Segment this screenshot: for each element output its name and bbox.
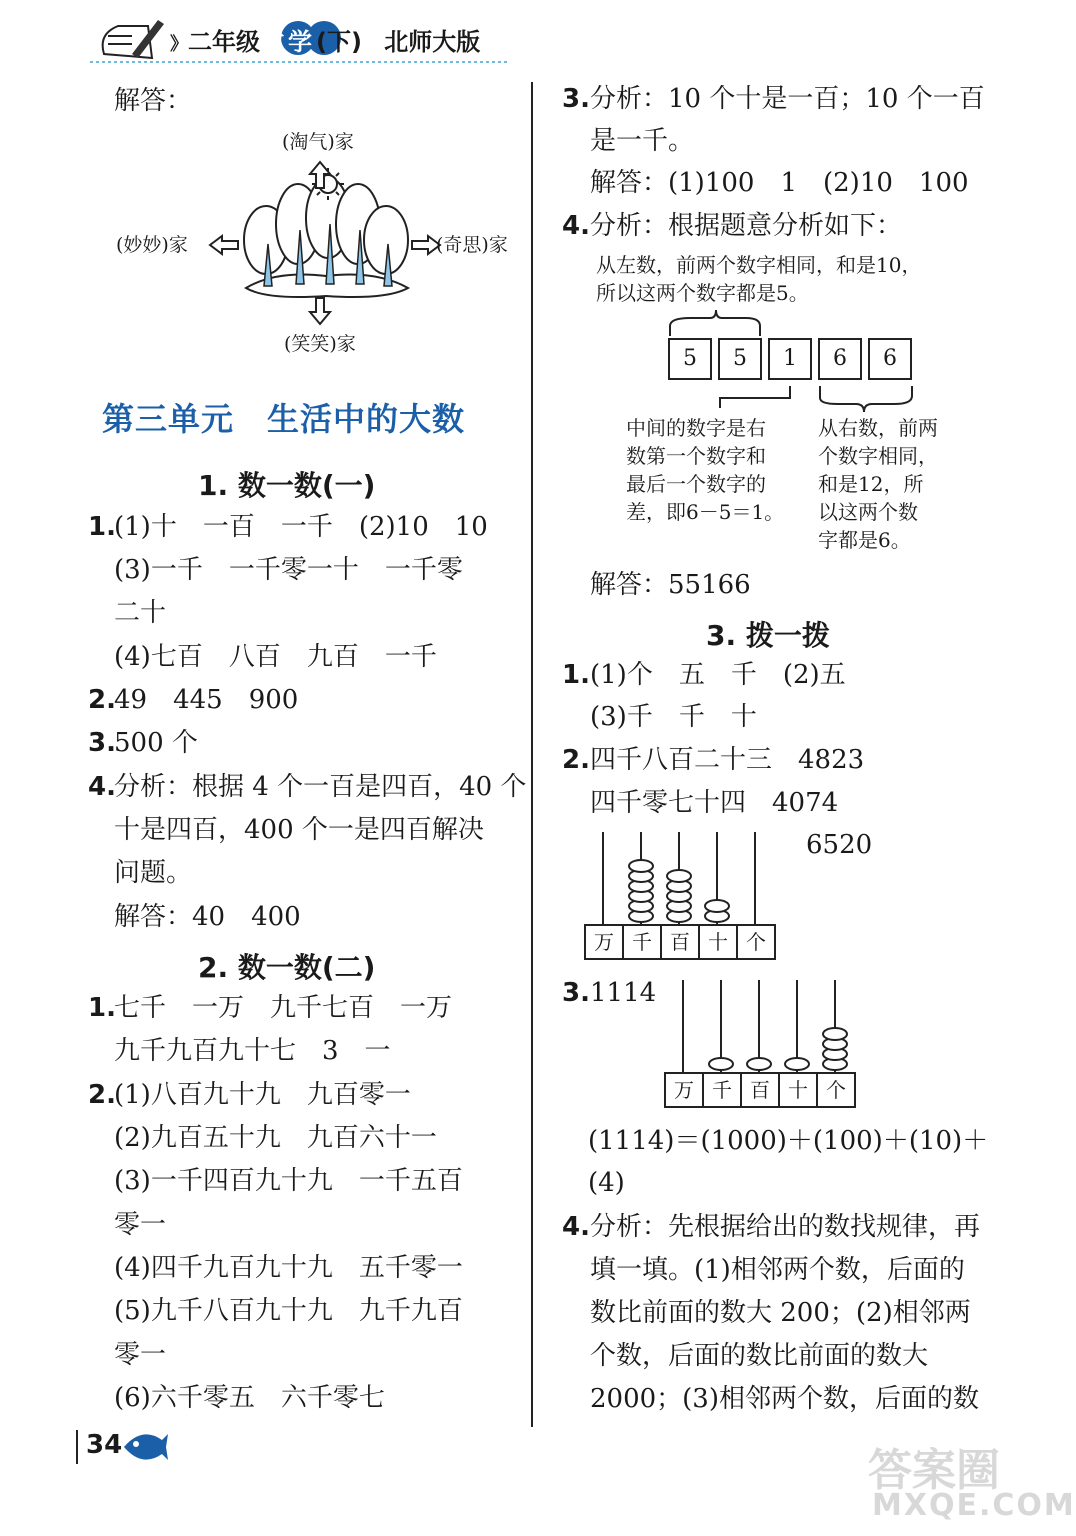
answer-line: 十是四百，400 个一是四百解决 xyxy=(114,815,484,845)
abacus-bead xyxy=(823,1028,847,1040)
answer-line: 2000；(3)相邻两个数，后面的数 xyxy=(590,1384,979,1414)
note-right: 从右数，前两 xyxy=(818,416,938,440)
unit-title: 第三单元 生活中的大数 xyxy=(102,400,466,438)
abacus-bead xyxy=(785,1058,809,1070)
arrow-up-icon xyxy=(308,160,332,190)
answer-line: 1114 xyxy=(590,978,657,1008)
answer-line: 问题。 xyxy=(114,858,193,888)
note-left: 数第一个数字和 xyxy=(626,444,766,468)
q-number: 2. xyxy=(562,745,590,775)
note-left: 最后一个数字的 xyxy=(626,472,766,496)
note-right: 字都是6。 xyxy=(818,528,911,552)
map-label-west: (妙妙)家 xyxy=(116,234,188,256)
place-label: 千 xyxy=(704,1074,742,1106)
place-label: 个 xyxy=(826,1078,846,1102)
map-label-north: (淘气)家 xyxy=(282,131,354,153)
q-number: 2. xyxy=(88,1080,116,1110)
answer-line: (4)四千九百九十九 五千零一 xyxy=(114,1253,463,1283)
place-value-row xyxy=(664,1072,856,1108)
answer-line: 零一 xyxy=(114,1210,167,1240)
answer-line: 分析：根据题意分析如下： xyxy=(590,211,903,241)
answer-line: 分析：10 个十是一百；10 个一百 xyxy=(590,84,985,114)
answer-line: (5)九千八百九十九 九千九百 xyxy=(114,1296,463,1326)
digit-box: 6 xyxy=(818,338,862,380)
answer-line: 49 445 900 xyxy=(114,685,299,715)
abacus-bead xyxy=(747,1058,771,1070)
answer-line: 九千九百九十七 3 一 xyxy=(114,1036,391,1066)
answer-line: 七千 一万 九千七百 一万 xyxy=(114,993,453,1023)
place-label: 百 xyxy=(742,1074,780,1106)
arrow-left-icon xyxy=(208,234,240,256)
place-label: 万 xyxy=(586,926,624,958)
q-number: 3. xyxy=(562,84,590,114)
answer-line: 解答：(1)100 1 (2)10 100 xyxy=(590,168,969,198)
place-value-row xyxy=(584,924,776,960)
note-right: 以这两个数 xyxy=(818,500,918,524)
answer-label: 解答： xyxy=(114,86,193,116)
header-term: (下) xyxy=(316,28,362,56)
header-subject: 数学 xyxy=(260,28,316,56)
q-number: 1. xyxy=(562,660,590,690)
q-number: 3. xyxy=(562,978,590,1008)
answer-line: 解答：40 400 xyxy=(114,902,301,932)
answer-line: (2)九百五十九 九百六十一 xyxy=(114,1123,437,1153)
answer-line: 分析：先根据给出的数找规律，再 xyxy=(590,1212,981,1242)
note-left: 差，即6－5＝1。 xyxy=(626,500,785,524)
note-left: 中间的数字是右 xyxy=(626,416,766,440)
abacus-1 xyxy=(584,830,784,926)
place-label: 千 xyxy=(624,926,662,958)
answer-line: (1114)＝(1000)＋(100)＋(10)＋ xyxy=(588,1126,989,1156)
abacus-bead xyxy=(629,860,653,872)
place-label: 个 xyxy=(746,930,766,954)
q-number: 3. xyxy=(88,728,116,758)
answer-line: 数比前面的数大 200；(2)相邻两 xyxy=(590,1298,971,1328)
place-label: 百 xyxy=(662,926,700,958)
answer-line: (3)一千 一千零一十 一千零 xyxy=(114,555,463,585)
section-title-1: 1. 数一数(一) xyxy=(198,469,376,502)
answer-line: 四千零七十四 4074 xyxy=(590,788,839,818)
digit-box: 6 xyxy=(868,338,912,380)
abacus-2 xyxy=(664,978,864,1074)
section-title-2: 2. 数一数(二) xyxy=(198,951,376,984)
header-grade: 二年级 xyxy=(188,28,260,56)
q-number: 1. xyxy=(88,993,116,1023)
answer-line: 二十 xyxy=(114,598,167,628)
answer-line: 是一千。 xyxy=(590,126,695,156)
page-number: 34 xyxy=(86,1430,123,1460)
header-edition: 北师大版 xyxy=(384,28,481,56)
answer-line: 四千八百二十三 4823 xyxy=(590,745,865,775)
abacus-value: 6520 xyxy=(806,830,873,860)
answer-line: (3)一千四百九十九 一千五百 xyxy=(114,1166,463,1196)
q-number: 4. xyxy=(562,211,590,241)
answer-line: 分析：根据 4 个一百是四百，40 个 xyxy=(114,772,527,802)
q-number: 4. xyxy=(562,1212,590,1242)
q-number: 2. xyxy=(88,685,116,715)
digit-box: 5 xyxy=(718,338,762,380)
watermark-url: MXQE.COM xyxy=(872,1488,1076,1523)
fish-icon xyxy=(122,1430,170,1464)
section-title-3: 3. 拨一拨 xyxy=(706,619,830,652)
place-label: 十 xyxy=(700,926,738,958)
answer-line: 零一 xyxy=(114,1340,167,1370)
note-top: 从左数，前两个数字相同，和是10， xyxy=(596,253,922,277)
digit-box: 1 xyxy=(768,338,812,380)
column-divider xyxy=(531,82,533,1427)
arrow-down-icon xyxy=(308,296,332,326)
watermark-logo: 答案圈 xyxy=(868,1445,1000,1496)
answer-line: 个数，后面的数比前面的数大 xyxy=(590,1341,929,1371)
answer-line: (1)八百九十九 九百零一 xyxy=(114,1080,411,1110)
note-right: 和是12，所 xyxy=(818,472,924,496)
answer-line: 解答：55166 xyxy=(590,570,751,600)
digit-box: 5 xyxy=(668,338,712,380)
answer-line: (1)个 五 千 (2)五 xyxy=(590,660,846,690)
q-number: 1. xyxy=(88,512,116,542)
note-top: 所以这两个数字都是5。 xyxy=(596,281,809,305)
answer-line: (3)千 千 十 xyxy=(590,702,757,732)
answer-line: (4) xyxy=(588,1168,625,1198)
map-label-south: (笑笑)家 xyxy=(284,333,356,355)
answer-line: 500 个 xyxy=(114,728,198,758)
note-right: 个数字相同， xyxy=(818,444,938,468)
answer-line: 填一填。(1)相邻两个数，后面的 xyxy=(590,1255,965,1285)
abacus-bead xyxy=(705,900,729,912)
abacus-bead xyxy=(709,1058,733,1070)
answer-line: (4)七百 八百 九百 一千 xyxy=(114,642,437,672)
answer-line: (1)十 一百 一千 (2)10 10 xyxy=(114,512,488,542)
abacus-bead xyxy=(667,870,691,882)
place-label: 万 xyxy=(666,1074,704,1106)
q-number: 4. xyxy=(88,772,116,802)
place-label: 十 xyxy=(780,1074,818,1106)
answer-line: (6)六千零五 六千零七 xyxy=(114,1383,385,1413)
map-label-east: (奇思)家 xyxy=(436,234,508,256)
